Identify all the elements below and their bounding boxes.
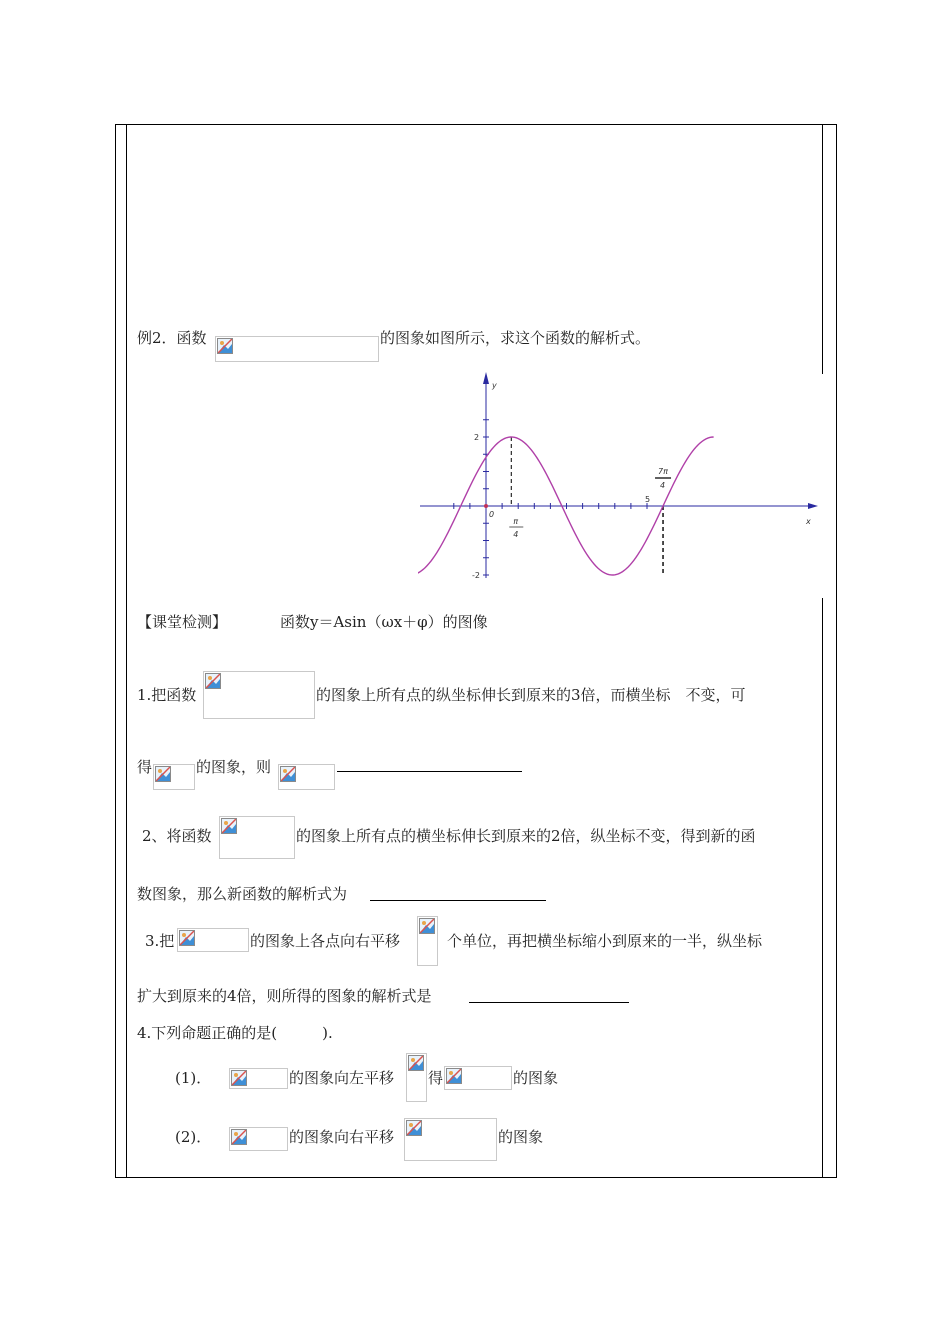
q4-item2-text-a: 的图象向右平移 — [289, 1128, 395, 1146]
q4-stem: 4.下列命题正确的是( ). — [137, 1024, 333, 1042]
q4-item1-text-b: 得 — [428, 1069, 444, 1087]
q4-item2-text-b: 的图象 — [498, 1128, 544, 1146]
q2-text-3: 数图象，那么新函数的解析式为 — [137, 885, 348, 903]
q1-text-4: 的图象，则 — [196, 758, 272, 776]
broken-image-icon — [231, 1070, 247, 1086]
q2-answer-blank[interactable] — [370, 900, 546, 901]
example2-suffix: 的图象如图所示，求这个函数的解析式。 — [380, 329, 651, 347]
x-axis-arrow — [808, 503, 818, 509]
x-mark-pi4-denominator: 4 — [513, 530, 519, 539]
q3-function-image — [177, 928, 249, 952]
broken-image-icon — [205, 673, 221, 689]
broken-image-icon — [179, 930, 195, 946]
q2-text-2: 的图象上所有点的横坐标伸长到原来的2倍，纵坐标不变，得到新的函 — [296, 827, 756, 845]
q4-item1-text-a: 的图象向左平移 — [289, 1069, 395, 1087]
q4-item1-text-c: 的图象 — [513, 1069, 559, 1087]
frame-bottom-border — [115, 1177, 837, 1178]
q4-item1-number: (1)． — [175, 1069, 212, 1087]
example2-prefix: 例2．函数 — [137, 329, 207, 347]
section-heading: 【课堂检测】 — [137, 613, 228, 631]
broken-image-icon — [155, 766, 171, 782]
q4-item1-result-image — [444, 1066, 512, 1090]
x-mark-7pi4-numerator: 7π — [658, 467, 668, 476]
q1-text-2: 的图象上所有点的纵坐标伸长到原来的3倍，而横坐标 不变，可 — [316, 686, 746, 704]
y-axis-label: y — [492, 381, 497, 390]
frame-inner-right-bottom — [822, 598, 823, 1178]
broken-image-icon — [221, 818, 237, 834]
y-tick-label-neg2: -2 — [472, 571, 480, 580]
frame-outer-left — [115, 124, 116, 1178]
x-axis-label: x — [806, 517, 811, 526]
q3-text-4: 扩大到原来的4倍，则所得的图象的解析式是 — [137, 987, 432, 1005]
frame-outer-right — [836, 124, 837, 1178]
q4-item2-number: (2)． — [175, 1128, 212, 1146]
example2-function-image — [215, 336, 379, 362]
q1-variable-image — [278, 764, 335, 790]
broken-image-icon — [280, 766, 296, 782]
q3-text-3: 个单位，再把横坐标缩小到原来的一半，纵坐标 — [447, 932, 763, 950]
origin-label: 0 — [489, 510, 495, 519]
q1-result-image — [153, 764, 195, 790]
q3-text-2: 的图象上各点向右平移 — [250, 932, 401, 950]
x-mark-5-label: 5 — [645, 495, 651, 504]
broken-image-icon — [217, 338, 233, 354]
q4-item1-shift-image — [406, 1053, 427, 1102]
q3-text-1: 3.把 — [145, 932, 175, 950]
frame-inner-right-top — [822, 124, 823, 374]
broken-image-icon — [406, 1120, 422, 1136]
q4-item2-shift-image — [404, 1118, 497, 1161]
broken-image-icon — [408, 1055, 424, 1071]
q4-item2-function-image — [229, 1127, 288, 1151]
origin-dot — [484, 504, 488, 508]
q1-text-1: 1.把函数 — [137, 686, 197, 704]
y-tick-label-2: 2 — [474, 433, 480, 442]
x-mark-7pi4-denominator: 4 — [660, 481, 666, 490]
q4-item1-function-image — [229, 1068, 288, 1089]
q1-answer-blank[interactable] — [337, 771, 522, 772]
q2-function-image — [219, 816, 295, 859]
q2-text-1: 2、将函数 — [142, 827, 212, 845]
q3-shift-image — [417, 916, 438, 966]
sine-graph — [418, 368, 823, 586]
x-mark-pi4-numerator: π — [513, 517, 519, 526]
q1-function-image — [203, 671, 315, 719]
y-axis-arrow — [483, 372, 489, 384]
q3-answer-blank[interactable] — [469, 1002, 629, 1003]
q1-text-3: 得 — [137, 758, 153, 776]
frame-top-border — [115, 124, 837, 125]
frame-inner-left — [126, 124, 127, 1178]
broken-image-icon — [446, 1068, 462, 1084]
broken-image-icon — [419, 918, 435, 934]
section-subtitle: 函数y＝Asin（ωx＋φ）的图像 — [280, 613, 488, 631]
broken-image-icon — [231, 1129, 247, 1145]
